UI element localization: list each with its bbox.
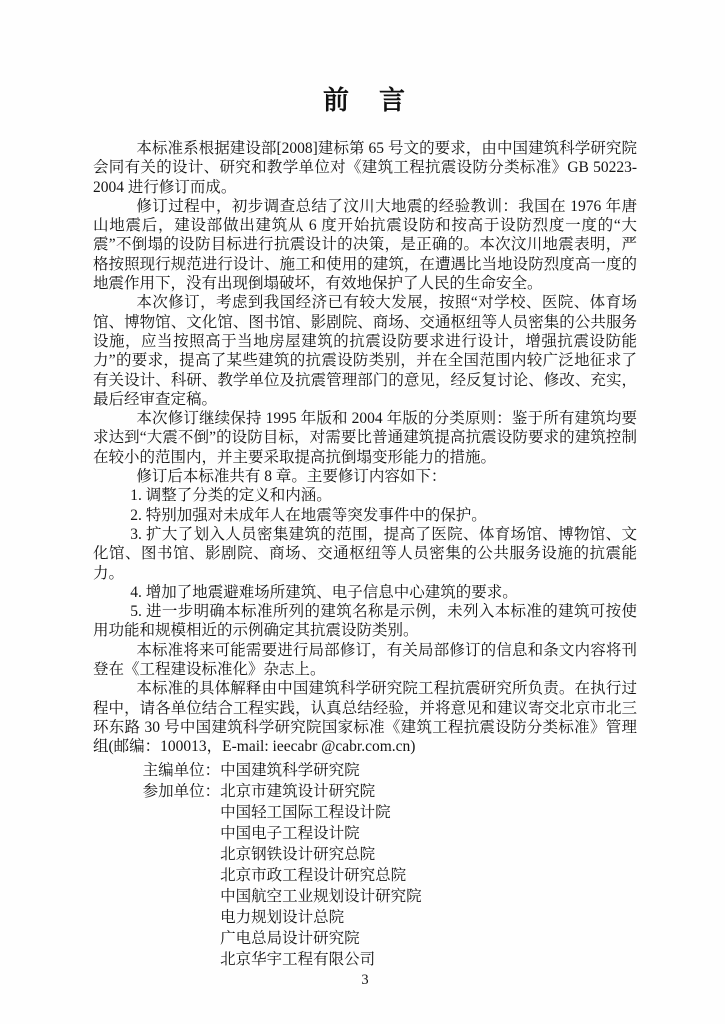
revision-list — [93, 486, 637, 640]
paragraph: 本标准系根据建设部[2008]建标第 65 号文的要求，由中国建筑科学研究院会同有关的设计、研究和教学单位对《建筑工程抗震设防分类标准》GB 50223-2004 进行修订而成。 — [93, 140, 637, 196]
chief-editor-label: 主编单位： — [142, 761, 221, 779]
participant-name: 北京市政工程设计研究总院 — [220, 866, 407, 884]
paragraph: 修订过程中，初步调查总结了汶川大地震的经验教训：我国在 1976 年唐山地震后，建设部做出建筑从 6 度开始抗震设防和按高于设防烈度一度的“大震”不倒塌的设防目标进行抗震设计的决策，是正确的。本次汶川地震表明，严格按照现行规范进行设计、施工和使用的建筑，在遭遇比当地设防烈度高一度的地震作用下，没有出现倒塌破坏，有效地保护了人民的生命安全。 — [93, 197, 637, 293]
revision-item: 2. 特别加强对未成年人在地震等突发事件中的保护。 — [130, 506, 487, 524]
paragraph: 本标准将来可能需要进行局部修订，有关局部修订的信息和条文内容将刊登在《工程建设标准化》杂志上。 — [93, 641, 637, 679]
paragraph: 本次修订继续保持 1995 年版和 2004 年版的分类原则：鉴于所有建筑均要求达到“大震不倒”的设防目标，对需要比普通建筑提高抗震设防要求的建筑控制在较小的范围内，并主要采取提高抗倒塌变形能力的措施。 — [93, 410, 637, 466]
page-number: 3 — [361, 971, 369, 988]
participant-name: 北京钢铁设计研究总院 — [220, 845, 376, 863]
page-title: 前 言 — [322, 86, 407, 115]
paragraph: 修订后本标准共有 8 章。主要修订内容如下： — [136, 468, 447, 486]
participant-name: 中国电子工程设计院 — [220, 824, 360, 842]
organizations-section — [93, 760, 637, 970]
participants-label: 参加单位： — [142, 782, 221, 800]
participant-name: 中国轻工国际工程设计院 — [220, 803, 391, 821]
participant-name: 电力规划设计总院 — [220, 908, 345, 926]
paragraph: 本次修订，考虑到我国经济已有较大发展，按照“对学校、医院、体育场馆、博物馆、文化馆、图书馆、影剧院、商场、交通枢纽等人员密集的公共服务设施，应当按照高于当地房屋建筑的抗震设防要求进行设计，增强抗震设防能力”的要求，提高了某些建筑的抗震设防类别，并在全国范围内较广泛地征求了有关设计、科研、教学单位及抗震管理部门的意见，经反复讨论、修改、充实，最后经审查定稿。 — [93, 294, 637, 408]
chief-editor-row — [93, 760, 637, 781]
participant-name: 北京市建筑设计研究院 — [220, 782, 376, 800]
revision-item: 4. 增加了地震避难场所建筑、电子信息中心建筑的要求。 — [130, 583, 518, 601]
participant-name: 广电总局设计研究院 — [220, 929, 360, 947]
revision-item: 5. 进一步明确本标准所列的建筑名称是示例，未列入本标准的建筑可按使用功能和规模相近的示例确定其抗震设防类别。 — [93, 603, 637, 640]
participant-name: 北京华宇工程有限公司 — [220, 950, 376, 968]
participant-name: 中国航空工业规划设计研究院 — [220, 887, 422, 905]
paragraph: 本标准的具体解释由中国建筑科学研究院工程抗震研究所负责。在执行过程中，请各单位结合工程实践，认真总结经验，并将意见和建议寄交北京市北三环东路 30 号中国建筑科学研究院国家标准《建筑工程抗震设防分类标准》管理组(邮编：100013，E-mail: ieecabr @cabr.com.cn) — [93, 680, 637, 756]
chief-editor-value: 中国建筑科学研究院 — [220, 761, 360, 779]
participants-row — [93, 781, 637, 802]
page-content — [93, 80, 637, 989]
revision-item: 3. 扩大了划入人员密集建筑的范围，提高了医院、体育场馆、博物馆、文化馆、图书馆、影剧院、商场、交通枢纽等人员密集的公共服务设施的抗震能力。 — [93, 525, 637, 582]
revision-item: 1. 调整了分类的定义和内涵。 — [130, 487, 332, 505]
